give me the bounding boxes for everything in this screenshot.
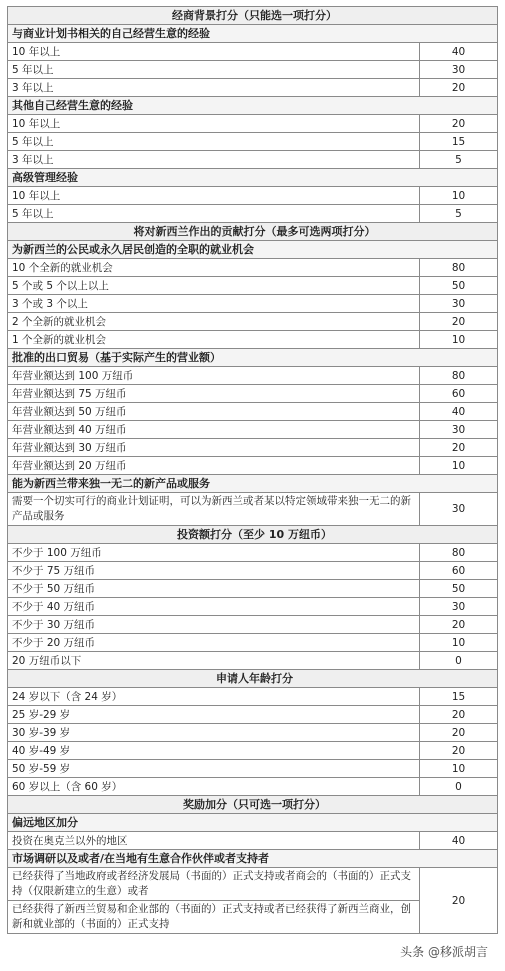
criterion-cell: 10 年以上 xyxy=(8,187,420,205)
table-row xyxy=(8,544,498,562)
table-row xyxy=(8,43,498,61)
criterion-cell: 10 年以上 xyxy=(8,43,420,61)
criterion-cell: 3 个或 3 个以上 xyxy=(8,295,420,313)
table-row xyxy=(8,493,498,526)
section-header-row xyxy=(8,526,498,544)
criterion-cell: 年营业额达到 20 万纽币 xyxy=(8,457,420,475)
subsection-header-row xyxy=(8,475,498,493)
table-row xyxy=(8,187,498,205)
criterion-cell: 60 岁以上（含 60 岁） xyxy=(8,778,420,796)
table-row xyxy=(8,652,498,670)
score-cell: 20 xyxy=(420,868,498,934)
table-row xyxy=(8,439,498,457)
table-row xyxy=(8,421,498,439)
table-row xyxy=(8,403,498,421)
subsection-title: 高级管理经验 xyxy=(8,169,498,187)
section-title: 奖励加分（只可选一项打分） xyxy=(8,796,498,814)
score-cell: 20 xyxy=(420,79,498,97)
table-row xyxy=(8,868,498,901)
criterion-cell: 不少于 40 万纽币 xyxy=(8,598,420,616)
score-cell: 30 xyxy=(420,421,498,439)
criterion-cell: 需要一个切实可行的商业计划证明，可以为新西兰或者某以特定领域带来独一无二的新产品或服务 xyxy=(8,493,420,526)
subsection-title: 偏远地区加分 xyxy=(8,814,498,832)
subsection-title: 市场调研以及或者/在当地有生意合作伙伴或者支持者 xyxy=(8,850,498,868)
criterion-cell: 不少于 75 万纽币 xyxy=(8,562,420,580)
table-row xyxy=(8,457,498,475)
criterion-cell: 30 岁-39 岁 xyxy=(8,724,420,742)
criterion-cell: 年营业额达到 50 万纽币 xyxy=(8,403,420,421)
section-header-row xyxy=(8,796,498,814)
score-cell: 80 xyxy=(420,544,498,562)
watermark-at: @ xyxy=(427,945,440,959)
criterion-cell: 3 年以上 xyxy=(8,151,420,169)
criterion-cell: 2 个全新的就业机会 xyxy=(8,313,420,331)
criterion-cell: 50 岁-59 岁 xyxy=(8,760,420,778)
criterion-cell: 不少于 30 万纽币 xyxy=(8,616,420,634)
score-cell: 5 xyxy=(420,205,498,223)
section-title: 将对新西兰作出的贡献打分（最多可选两项打分） xyxy=(8,223,498,241)
score-cell: 10 xyxy=(420,760,498,778)
table-row xyxy=(8,832,498,850)
subsection-header-row xyxy=(8,241,498,259)
score-cell: 50 xyxy=(420,277,498,295)
criterion-cell: 年营业额达到 30 万纽币 xyxy=(8,439,420,457)
score-cell: 20 xyxy=(420,706,498,724)
watermark-prefix: 头条 xyxy=(400,945,425,959)
table-row xyxy=(8,61,498,79)
table-row xyxy=(8,313,498,331)
score-cell: 15 xyxy=(420,133,498,151)
criterion-cell: 5 年以上 xyxy=(8,133,420,151)
criterion-cell: 不少于 50 万纽币 xyxy=(8,580,420,598)
table-row xyxy=(8,259,498,277)
score-cell: 10 xyxy=(420,331,498,349)
criterion-cell: 5 年以上 xyxy=(8,205,420,223)
score-cell: 20 xyxy=(420,724,498,742)
score-cell: 20 xyxy=(420,616,498,634)
score-cell: 40 xyxy=(420,43,498,61)
points-table-body xyxy=(8,7,498,934)
section-header-row xyxy=(8,223,498,241)
score-cell: 20 xyxy=(420,313,498,331)
criterion-cell: 5 年以上 xyxy=(8,61,420,79)
score-cell: 40 xyxy=(420,403,498,421)
table-row xyxy=(8,616,498,634)
score-cell: 20 xyxy=(420,439,498,457)
table-row xyxy=(8,562,498,580)
table-row xyxy=(8,760,498,778)
subsection-title: 批准的出口贸易（基于实际产生的营业额） xyxy=(8,349,498,367)
points-table-container xyxy=(7,6,497,934)
table-row xyxy=(8,778,498,796)
table-row xyxy=(8,634,498,652)
criterion-cell: 10 个全新的就业机会 xyxy=(8,259,420,277)
criterion-cell: 不少于 20 万纽币 xyxy=(8,634,420,652)
score-cell: 10 xyxy=(420,187,498,205)
criterion-cell: 年营业额达到 40 万纽币 xyxy=(8,421,420,439)
score-cell: 30 xyxy=(420,493,498,526)
watermark-name: 移派胡言 xyxy=(439,945,488,959)
criterion-cell: 24 岁以下（含 24 岁） xyxy=(8,688,420,706)
score-cell: 30 xyxy=(420,598,498,616)
score-cell: 40 xyxy=(420,832,498,850)
table-row xyxy=(8,205,498,223)
subsection-header-row xyxy=(8,850,498,868)
table-row xyxy=(8,151,498,169)
score-cell: 15 xyxy=(420,688,498,706)
score-cell: 0 xyxy=(420,778,498,796)
criterion-cell: 1 个全新的就业机会 xyxy=(8,331,420,349)
criterion-cell: 投资在奥克兰以外的地区 xyxy=(8,832,420,850)
table-row xyxy=(8,331,498,349)
subsection-header-row xyxy=(8,97,498,115)
watermark xyxy=(397,942,491,961)
subsection-header-row xyxy=(8,814,498,832)
section-title: 投资额打分（至少 10 万纽币） xyxy=(8,526,498,544)
score-cell: 80 xyxy=(420,259,498,277)
table-row xyxy=(8,580,498,598)
score-cell: 10 xyxy=(420,457,498,475)
score-cell: 30 xyxy=(420,61,498,79)
score-cell: 10 xyxy=(420,634,498,652)
table-row xyxy=(8,367,498,385)
table-row xyxy=(8,115,498,133)
table-row xyxy=(8,133,498,151)
subsection-header-row xyxy=(8,349,498,367)
score-cell: 0 xyxy=(420,652,498,670)
score-cell: 5 xyxy=(420,151,498,169)
section-header-row xyxy=(8,670,498,688)
subsection-header-row xyxy=(8,169,498,187)
table-row xyxy=(8,706,498,724)
table-row xyxy=(8,277,498,295)
subsection-title: 其他自己经营生意的经验 xyxy=(8,97,498,115)
criterion-cell: 已经获得了新西兰贸易和企业部的（书面的）正式支持或者已经获得了新西兰商业，创新和就业部的（书面的）正式支持 xyxy=(8,901,420,934)
criterion-cell: 5 个或 5 个以上以上 xyxy=(8,277,420,295)
criterion-cell: 3 年以上 xyxy=(8,79,420,97)
subsection-title: 能为新西兰带来独一无二的新产品或服务 xyxy=(8,475,498,493)
score-cell: 30 xyxy=(420,295,498,313)
criterion-cell: 40 岁-49 岁 xyxy=(8,742,420,760)
score-cell: 60 xyxy=(420,562,498,580)
table-row xyxy=(8,724,498,742)
table-row xyxy=(8,79,498,97)
criterion-cell: 年营业额达到 75 万纽币 xyxy=(8,385,420,403)
table-row xyxy=(8,295,498,313)
subsection-title: 为新西兰的公民或永久居民创造的全职的就业机会 xyxy=(8,241,498,259)
table-row xyxy=(8,688,498,706)
score-cell: 20 xyxy=(420,115,498,133)
subsection-title: 与商业计划书相关的自己经营生意的经验 xyxy=(8,25,498,43)
criterion-cell: 10 年以上 xyxy=(8,115,420,133)
section-title: 经商背景打分（只能选一项打分） xyxy=(8,7,498,25)
score-cell: 80 xyxy=(420,367,498,385)
score-cell: 60 xyxy=(420,385,498,403)
subsection-header-row xyxy=(8,25,498,43)
score-cell: 20 xyxy=(420,742,498,760)
score-cell: 50 xyxy=(420,580,498,598)
criterion-cell: 年营业额达到 100 万纽币 xyxy=(8,367,420,385)
criterion-cell: 不少于 100 万纽币 xyxy=(8,544,420,562)
criterion-cell: 20 万纽币以下 xyxy=(8,652,420,670)
table-row xyxy=(8,598,498,616)
section-title: 申请人年龄打分 xyxy=(8,670,498,688)
criterion-cell: 已经获得了当地政府或者经济发展局（书面的）正式支持或者商会的（书面的）正式支持（仅限新建立的生意）或者 xyxy=(8,868,420,901)
table-row xyxy=(8,742,498,760)
points-table xyxy=(7,6,498,934)
section-header-row xyxy=(8,7,498,25)
criterion-cell: 25 岁-29 岁 xyxy=(8,706,420,724)
table-row xyxy=(8,385,498,403)
